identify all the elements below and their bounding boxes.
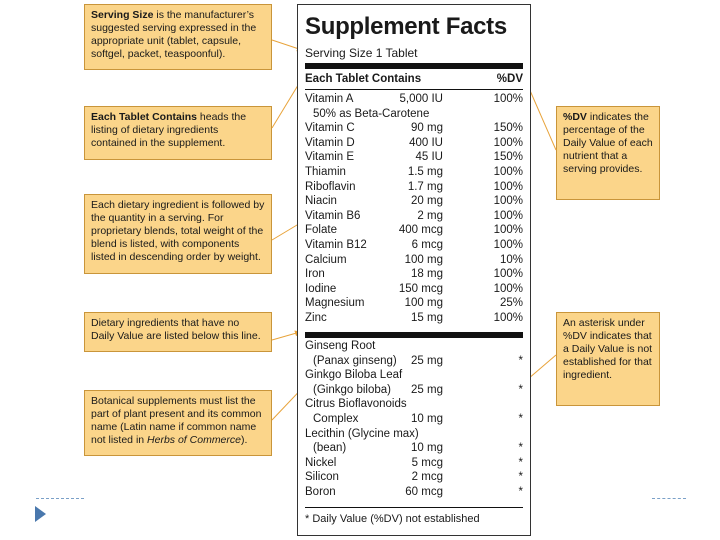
ingredient-dv: 100% [493,282,523,295]
panel-title: Supplement Facts [305,13,507,40]
ingredient-row [305,151,523,166]
ingredient-name: Nickel [305,456,337,469]
ingredient-row [305,486,523,501]
callout-percent-dv: %DV indicates the percentage of the Daily Value of each nutrient that a serving provides. [556,106,660,200]
ingredient-name: Silicon [305,471,339,484]
ingredient-name: Iron [305,268,325,281]
ingredient-name: Vitamin B6 [305,209,361,222]
ingredient-dv: 150% [493,151,523,164]
ingredient-amount: 25 mg [411,354,443,367]
ingredient-name: Iodine [305,282,337,295]
connector-no-dv [272,332,300,340]
ingredient-amount: 100 mg [404,253,443,266]
ingredient-row [305,195,523,210]
ingredient-dv: 100% [493,136,523,149]
ingredient-name: Complex [313,413,359,425]
ingredient-row [305,340,523,355]
ingredient-dv: 25% [499,297,523,310]
ingredient-row [305,166,523,181]
ingredient-row [305,413,523,428]
ingredient-name: Ginseng Root [305,340,376,352]
callout-asterisk: An asterisk under %DV indicates that a Daily Value is not established for that ingredient. [556,312,660,406]
divider-no-dv [305,332,523,338]
ingredient-row [305,312,523,327]
ingredient-name: Boron [305,486,336,498]
ingredient-amount: 45 IU [415,151,443,164]
ingredient-name: Lecithin (Glycine max) [305,427,419,440]
ingredient-row [305,384,523,399]
ingredient-row [305,442,523,457]
callout-serving-size: Serving Size is the manufacturer’s suggested serving expressed in the appropriate unit (tablet, capsule, softgel, packet, teaspoonful). [84,4,272,70]
ingredient-name: (bean) [313,442,347,455]
ingredient-name: Vitamin B12 [305,239,367,251]
ingredient-row [305,369,523,384]
callout-botanical: Botanical supplements must list the part of plant present and its common name (Latin name if common name not listed in Herbs of Commerce). [84,390,272,456]
ingredient-row [305,268,523,283]
ingredient-amount: 15 mg [411,312,443,324]
ingredient-row [305,122,523,137]
ingredient-name: Magnesium [305,297,365,310]
ingredient-amount: 2 mg [417,209,443,222]
ingredient-row [305,224,523,239]
callout-no-daily-value: Dietary ingredients that have no Daily Value are listed below this line. [84,312,272,352]
supplement-facts-panel [297,4,531,536]
ingredient-name: Ginkgo Biloba Leaf [305,369,403,382]
ingredient-amount: 150 mcg [398,282,443,295]
ingredient-name: Vitamin E [305,151,355,164]
ingredient-dv: 100% [493,93,523,105]
divider-footnote [305,507,523,508]
ingredient-dv: 100% [493,180,523,193]
callout-each-tablet-contains: Each Tablet Contains heads the listing of dietary ingredients contained in the supplement. [84,106,272,160]
ingredient-amount: 5 mcg [411,456,443,469]
ingredient-amount: 60 mcg [405,486,443,498]
ingredient-dv: * [518,486,523,498]
ingredient-amount: 100 mg [404,297,443,310]
ingredient-row [305,137,523,152]
ingredient-name: 50% as Beta-Carotene [313,107,430,120]
slide-dash-left [36,498,84,499]
ingredient-row [305,355,523,370]
slide-dash-right [652,498,686,499]
ingredient-name: Folate [305,224,337,237]
ingredient-row [305,398,523,413]
ingredient-row [305,457,523,472]
ingredient-dv: 100% [493,224,523,237]
divider-thick [305,63,523,69]
ingredient-dv: 100% [493,166,523,178]
ingredient-amount: 5,000 IU [399,93,443,105]
ingredient-name: Vitamin D [305,136,355,149]
ingredient-amount: 18 mg [411,268,443,281]
ingredient-amount: 10 mg [411,442,443,455]
ingredient-name: Calcium [305,253,347,266]
ingredient-dv: * [518,413,523,425]
serving-size: Serving Size 1 Tablet [305,46,418,60]
ingredient-dv: 100% [493,209,523,222]
ingredient-row [305,210,523,225]
ingredient-amount: 20 mg [411,195,443,208]
ingredient-dv: 100% [493,268,523,281]
ingredient-amount: 1.5 mg [407,166,443,178]
ingredient-row [305,181,523,196]
ingredient-row [305,93,523,108]
ingredient-row [305,254,523,269]
ingredient-row [305,297,523,312]
ingredient-dv: * [518,354,523,367]
ingredient-dv: * [518,442,523,455]
ingredient-name: Citrus Bioflavonoids [305,398,407,411]
ingredient-dv: 100% [493,239,523,251]
divider-thin [305,89,523,90]
ingredient-name: Thiamin [305,166,346,178]
ingredient-amount: 2 mcg [411,471,443,484]
ingredient-amount: 10 mg [411,413,443,425]
ingredient-name: Niacin [305,195,337,208]
ingredient-amount: 25 mg [411,383,443,396]
ingredient-amount: 1.7 mg [407,180,443,193]
ingredient-name: Riboflavin [305,180,356,193]
footnote: * Daily Value (%DV) not established [305,513,480,525]
table-header [305,73,523,85]
ingredient-dv: * [518,383,523,396]
ingredient-amount: 6 mcg [411,239,443,251]
play-triangle-icon [35,506,46,522]
ingredient-name: (Panax ginseng) [313,354,397,367]
ingredient-name: (Ginkgo biloba) [313,383,391,396]
ingredient-row [305,471,523,486]
ingredient-row [305,239,523,254]
ingredient-name: Vitamin C [305,122,355,135]
ingredient-row [305,108,523,123]
ingredient-amount: 400 IU [409,136,443,149]
ingredient-name: Zinc [305,312,327,324]
ingredient-dv: * [518,471,523,484]
ingredient-dv: 10% [499,253,523,266]
ingredient-name: Vitamin A [305,93,354,105]
ingredient-row [305,283,523,298]
ingredient-row [305,428,523,443]
ingredient-dv: * [518,456,523,469]
ingredient-dv: 100% [493,312,523,324]
header-dv: %DV [496,73,523,85]
ingredient-dv: 100% [493,195,523,208]
ingredient-amount: 90 mg [411,122,443,135]
ingredient-amount: 400 mcg [398,224,443,237]
ingredient-dv: 150% [493,122,523,135]
callout-dietary-ingredient: Each dietary ingredient is followed by the quantity in a serving. For proprietary blends, total weight of the blend is listed, with components listed in descending order by weight. [84,194,272,274]
header-each-tablet: Each Tablet Contains [305,73,422,85]
